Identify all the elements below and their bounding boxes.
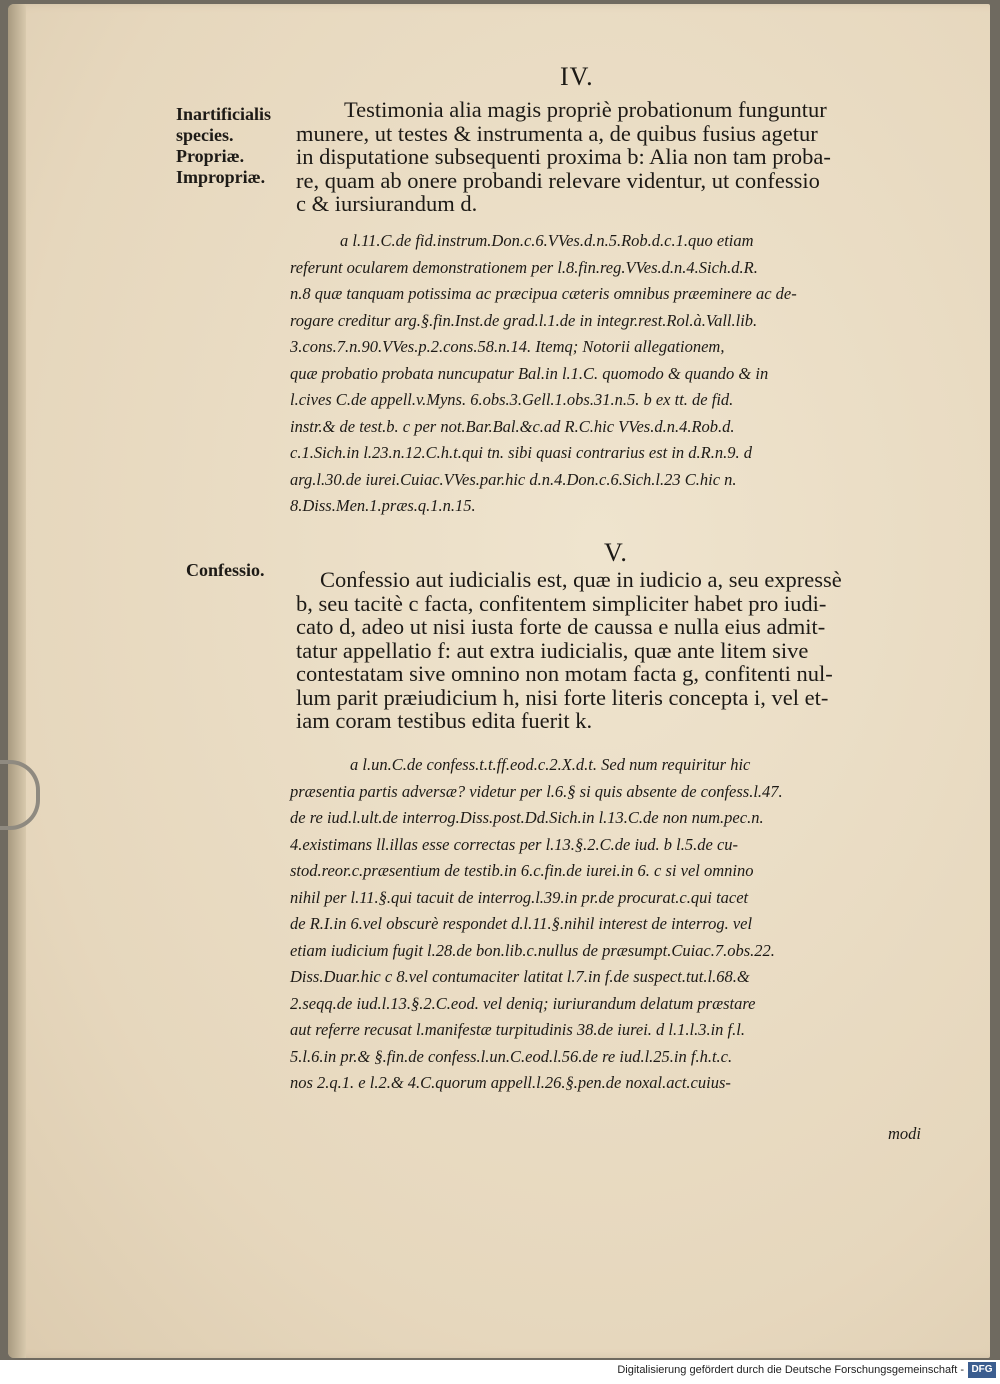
note-line: præsentia partis adversæ? videtur per l.6.§ si quis absente de confess.l.47. (290, 781, 783, 801)
section-iv-notes (290, 228, 958, 520)
note-line: instr.& de test.b. c per not.Bar.Bal.&c.ad R.C.hic VVes.d.n.4.Rob.d. (290, 416, 735, 436)
margin-line: species. (176, 125, 234, 145)
body-line: re, quam ab onere probandi relevare videntur, ut confessio (296, 167, 820, 193)
note-line: c.1.Sich.in l.23.n.12.C.h.t.qui tn. sibi quasi contrarius est in d.R.n.9. d (290, 443, 752, 462)
body-line: munere, ut testes & instrumenta a, de quibus fusius agetur (296, 120, 818, 146)
section-iv-body (296, 98, 956, 216)
footer-credit: Digitalisierung gefördert durch die Deutsche Forschungsgemeinschaft - (617, 1364, 964, 1376)
note-line: a l.11.C.de fid.instrum.Don.c.6.VVes.d.n.5.Rob.d.c.1.quo etiam (340, 231, 754, 250)
body-line: b, seu tacitè c facta, confitentem simpliciter habet pro iudi- (296, 590, 827, 616)
note-line: referunt ocularem demonstrationem per l.8.fin.reg.VVes.d.n.4.Sich.d.R. (290, 257, 758, 277)
note-line: nos 2.q.1. e l.2.& 4.C.quorum appell.l.26.§.pen.de noxal.act.cuius- (290, 1073, 731, 1092)
margin-line: Propriæ. (176, 146, 245, 166)
catchword: modi (888, 1124, 921, 1143)
note-line: 3.cons.7.n.90.VVes.p.2.cons.58.n.14. Itemq; Notorii allegationem, (290, 337, 725, 356)
section-numeral-iv: IV. (560, 62, 594, 91)
note-line: n.8 quæ tanquam potissima ac præcipua cæteris omnibus præeminere ac de- (290, 284, 797, 303)
body-line: cato d, adeo ut nisi iusta forte de caussa e nulla eius admit- (296, 614, 826, 639)
body-line: iam coram testibus edita fuerit k. (296, 708, 593, 733)
section-v-body (296, 568, 956, 733)
note-line: arg.l.30.de iurei.Cuiac.VVes.par.hic d.n.4.Don.c.6.Sich.l.23 C.hic n. (290, 469, 737, 489)
dfg-logo-icon: DFG (968, 1362, 996, 1378)
note-line: 5.l.6.in pr.& §.fin.de confess.l.un.C.eod.l.56.de re iud.l.25.in f.h.t.c. (290, 1046, 733, 1066)
note-line: rogare creditur arg.§.fin.Inst.de grad.l.1.de in integr.rest.Rol.à.Vall.lib. (290, 310, 758, 330)
section-v-notes (290, 752, 958, 1097)
note-line: nihil per l.11.§.qui tacuit de interrog.l.39.in pr.de procurat.c.qui tacet (290, 887, 749, 907)
note-line: de R.I.in 6.vel obscurè respondet d.l.11.§.nihil interest de interrog. vel (290, 914, 753, 933)
margin-line: Inartificialis (176, 104, 271, 124)
note-line: de re iud.l.ult.de interrog.Diss.post.Dd.Sich.in l.13.C.de non num.pec.n. (290, 808, 764, 827)
margin-note-v (186, 560, 265, 581)
binding-edge (8, 4, 26, 1358)
note-line: 4.existimans ll.illas esse correctas per l.13.§.2.C.de iud. b l.5.de cu- (290, 834, 739, 854)
margin-line: Confessio. (186, 560, 265, 580)
section-numeral-v: V. (604, 538, 628, 567)
body-line: tatur appellatio f: aut extra iudicialis, quæ ante litem sive (296, 637, 809, 663)
margin-line: Impropriæ. (176, 167, 266, 187)
note-line: stod.reor.c.præsentium de testib.in 6.c.fin.de iurei.in 6. c si vel omnino (290, 861, 754, 880)
note-line: quæ probatio probata nuncupatur Bal.in l.1.C. quomodo & quando & in (290, 363, 769, 383)
body-line: Confessio aut iudicialis est, quæ in iudicio a, seu expressè (320, 567, 842, 592)
body-line: contestatam sive omnino non motam facta g, confitenti nul- (296, 661, 833, 686)
note-line: Diss.Duar.hic c 8.vel contumaciter latitat l.7.in f.de suspect.tut.l.68.& (290, 967, 750, 986)
note-line: aut referre recusat l.manifestæ turpitudinis 38.de iurei. d l.1.l.3.in f.l. (290, 1020, 745, 1039)
margin-note-iv (176, 104, 271, 188)
body-line: Testimonia alia magis propriè probationum funguntur (344, 97, 827, 122)
body-line: in disputatione subsequenti proxima b: Alia non tam proba- (296, 144, 831, 169)
note-line: l.cives C.de appell.v.Myns. 6.obs.3.Gell.1.obs.31.n.5. b ex tt. de fid. (290, 390, 734, 409)
body-line: c & iursiurandum d. (296, 191, 478, 216)
note-line: a l.un.C.de confess.t.t.ff.eod.c.2.X.d.t. Sed num requiritur hic (350, 755, 751, 774)
note-line: etiam iudicium fugit l.28.de bon.lib.c.nullus de præsumpt.Cuiac.7.obs.22. (290, 940, 775, 960)
digitization-footer (0, 1360, 1000, 1384)
body-line: lum parit præiudicium h, nisi forte literis concepta i, vel et- (296, 684, 829, 710)
note-line: 2.seqq.de iud.l.13.§.2.C.eod. vel deniq; iuriurandum delatum præstare (290, 993, 756, 1013)
note-line: 8.Diss.Men.1.præs.q.1.n.15. (290, 496, 476, 515)
